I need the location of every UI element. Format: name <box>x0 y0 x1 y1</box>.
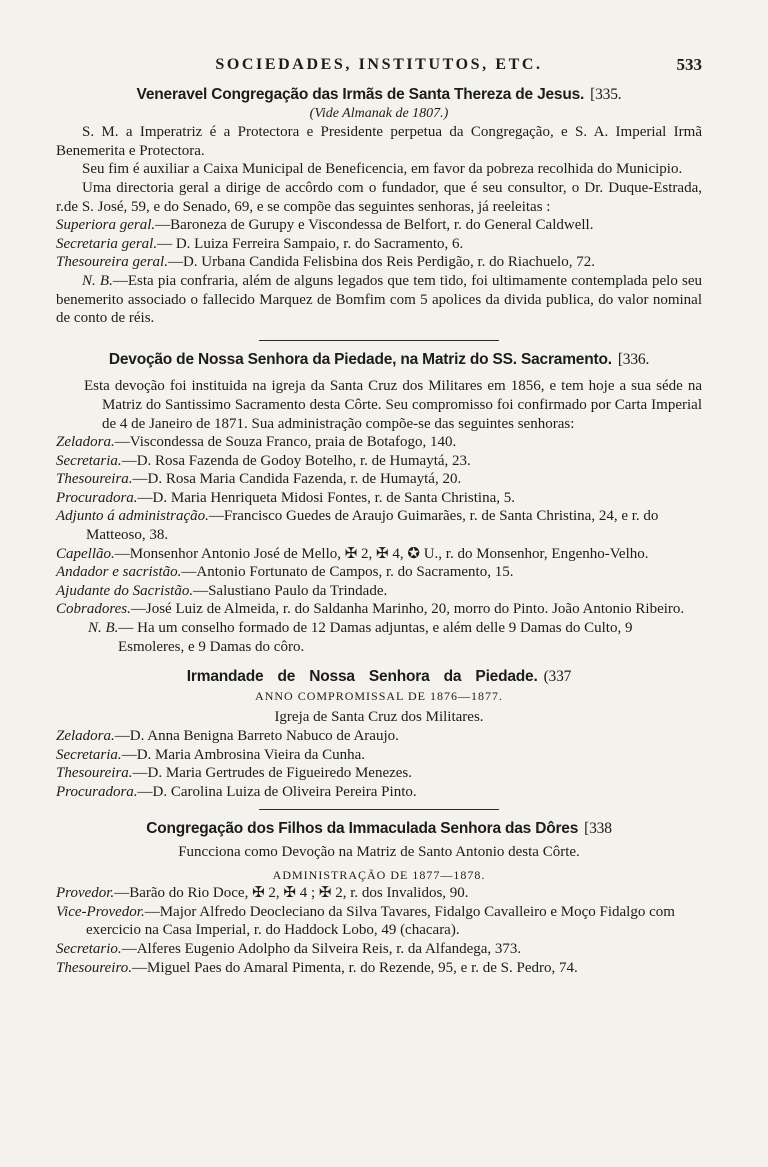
officer-entry <box>56 235 702 254</box>
paragraph: Seu fim é auxiliar a Caixa Municipal de Beneficencia, em favor da pobreza recolhida do Municipio. <box>82 161 683 178</box>
role-label: Thesoureira geral. <box>56 254 168 271</box>
role-label: Provedor. <box>56 885 115 902</box>
officer-text: —D. Rosa Fazenda de Godoy Botelho, r. de Humaytá, 23. <box>121 452 471 469</box>
role-label: Capellão. <box>56 545 115 562</box>
officer-text: —D. Maria Gertrudes de Figueiredo Menezes. <box>132 765 413 782</box>
section-338 <box>56 820 702 977</box>
role-label: Secretaria geral. <box>56 235 158 252</box>
role-label: Secretario. <box>56 940 122 957</box>
role-label: Zeladora. <box>56 434 115 451</box>
section-number: (337 <box>543 668 572 686</box>
section-title <box>56 86 702 105</box>
section-number: [338 <box>584 820 612 838</box>
officer-text: —Francisco Guedes de Araujo Guimarães, r. de Santa Christina, 24, e r. do Matteoso, 38. <box>86 508 659 544</box>
officer-entry <box>56 563 702 582</box>
section-divider <box>259 340 499 341</box>
paragraph: S. M. a Imperatriz é a Protectora e Presidente perpetua da Congregação, e S. A. Imperial Irmã Benemerita e Protectora. <box>56 124 702 159</box>
section-336 <box>56 351 702 657</box>
section-337 <box>56 668 702 801</box>
role-label: Zeladora. <box>56 728 115 744</box>
role-label: Andador e sacristão. <box>56 564 182 581</box>
officer-entry <box>56 433 702 452</box>
officer-text: —Baroneza de Gurupy e Viscondessa de Belfort, r. do General Caldwell. <box>155 217 594 234</box>
officer-entry <box>56 545 702 564</box>
section-title <box>56 351 702 370</box>
section-title <box>56 668 702 687</box>
officer-text: —D. Maria Henriqueta Midosi Fontes, r. de Santa Christina, 5. <box>137 489 515 506</box>
officer-text: —D. Anna Benigna Barreto Nabuco de Araujo. <box>114 728 399 744</box>
role-label: Superiora geral. <box>56 217 156 234</box>
officer-entry <box>56 600 702 619</box>
officer-text: —Antonio Fortunato de Campos, r. do Sacramento, 15. <box>181 564 514 581</box>
officer-entry <box>56 452 702 471</box>
officer-entry <box>56 903 702 940</box>
officer-text: — D. Luiza Ferreira Sampaio, r. do Sacramento, 6. <box>157 235 464 252</box>
note <box>56 619 702 656</box>
running-header <box>56 56 702 82</box>
officer-entry <box>56 582 702 601</box>
role-label: Thesoureira. <box>56 765 133 782</box>
officer-text: —Monsenhor Antonio José de Mello, ✠ 2, ✠ 4, ✪ U., r. do Monsenhor, Engenho-Velho. <box>114 545 649 562</box>
officer-entry <box>56 884 702 903</box>
officer-entry <box>56 746 702 765</box>
note <box>56 272 702 328</box>
officer-text: —D. Maria Ambrosina Vieira da Cunha. <box>121 746 366 763</box>
officer-entry <box>56 253 702 272</box>
role-label: Adjunto á administração. <box>56 508 209 525</box>
officer-entry <box>56 216 702 235</box>
note-text: —Esta pia confraria, além de alguns legados que tem tido, foi ultimamente contemplada pelo seu benemerito associado o fallecido Marquez de Bomfim com 5 apolices da divida publica, do valor nominal de conto de réis. <box>56 272 703 327</box>
section-subtitle: ANNO COMPROMISSAL DE 1876—1877. <box>255 688 503 703</box>
officer-entry <box>56 940 702 959</box>
officer-entry <box>56 507 702 544</box>
role-label: Vice-Provedor. <box>56 903 145 920</box>
officer-text: —D. Rosa Maria Candida Fazenda, r. de Humaytá, 20. <box>132 471 462 488</box>
section-title-text: Congregação dos Filhos da Immaculada Senhora das Dôres <box>146 820 579 838</box>
section-number: [335. <box>590 86 622 103</box>
officer-text: —José Luiz de Almeida, r. do Saldanha Marinho, 20, morro do Pinto. João Antonio Ribeiro. <box>130 601 685 618</box>
paragraph: Esta devoção foi instituida na igreja da Santa Cruz dos Militares em 1856, e tem hoje a sua séde na Matriz do Santissimo Sacramento desta Côrte. Seu compromisso foi confirmado por Carta Imperial de 4 de Janeiro de 1871. Sua administração compõe-se das seguintes senhoras: <box>84 378 702 432</box>
officer-text: —Salustiano Paulo da Trindade. <box>193 582 388 599</box>
officer-entry <box>56 470 702 489</box>
section-title-text: Irmandade de Nossa Senhora da Piedade. <box>186 668 538 686</box>
officer-text: —Alferes Eugenio Adolpho da Silveira Reis, r. da Alfandega, 373. <box>121 940 522 957</box>
officer-entry <box>56 727 702 746</box>
page-number: 533 <box>676 55 702 74</box>
section-divider <box>259 809 499 810</box>
officer-text: —Barão do Rio Doce, ✠ 2, ✠ 4 ; ✠ 2, r. dos Invalidos, 90. <box>114 885 469 902</box>
role-label: Procuradora. <box>56 783 138 800</box>
role-label: Thesoureira. <box>56 471 133 488</box>
officer-text: —Miguel Paes do Amaral Pimenta, r. do Rezende, 95, e r. de S. Pedro, 74. <box>131 959 578 976</box>
officer-entry <box>56 489 702 508</box>
role-label: Secretaria. <box>56 746 122 763</box>
role-label: Procuradora. <box>56 489 138 506</box>
section-335 <box>56 86 702 328</box>
administration-heading: ADMINISTRAÇÃO DE 1877—1878. <box>272 867 486 882</box>
note-label: N. B. <box>82 272 113 289</box>
officer-text: —D. Carolina Luiza de Oliveira Pereira Pinto. <box>137 783 417 800</box>
role-label: Cobradores. <box>56 601 131 618</box>
section-title <box>56 820 702 839</box>
officer-entry <box>56 764 702 783</box>
officer-entry <box>56 959 702 978</box>
church-name: Igreja de Santa Cruz dos Militares. <box>274 709 484 726</box>
header-title: SOCIEDADES, INSTITUTOS, ETC. <box>215 56 543 73</box>
role-label: Ajudante do Sacristão. <box>56 582 194 599</box>
officer-text: —Viscondessa de Souza Franco, praia de Botafogo, 140. <box>114 434 457 451</box>
note-label: N. B. <box>88 620 119 637</box>
paragraph: Uma directoria geral a dirige de accôrdo com o fundador, que é seu consultor, o Dr. Duque-Estrada, r.de S. José, 59, e do Senado, 69, e se compõe das seguintes senhoras, já reeleitas : <box>56 179 702 215</box>
section-title-text: Veneravel Congregação das Irmãs de Santa Thereza de Jesus. <box>136 86 585 103</box>
officer-text: —D. Urbana Candida Felisbina dos Reis Perdigão, r. do Riachuelo, 72. <box>167 254 595 271</box>
officer-text: —Major Alfredo Deocleciano da Silva Tavares, Fidalgo Cavalleiro e Moço Fidalgo com exercicio na Casa Imperial, r. do Haddock Lobo, 49 (chacara). <box>86 903 675 939</box>
section-subtitle: Funcciona como Devoção na Matriz de Santo Antonio desta Côrte. <box>178 843 580 860</box>
role-label: Secretaria. <box>56 452 122 469</box>
section-subtitle: (Vide Almanak de 1807.) <box>309 105 449 121</box>
note-text: — Ha um conselho formado de 12 Damas adjuntas, e além delle 9 Damas do Culto, 9 Esmoleres, e 9 Damas do côro. <box>118 620 633 655</box>
section-title-text: Devoção de Nossa Senhora da Piedade, na Matriz do SS. Sacramento. <box>108 350 612 368</box>
role-label: Thesoureiro. <box>56 959 132 976</box>
section-number: [336. <box>617 350 650 368</box>
officer-entry <box>56 783 702 802</box>
